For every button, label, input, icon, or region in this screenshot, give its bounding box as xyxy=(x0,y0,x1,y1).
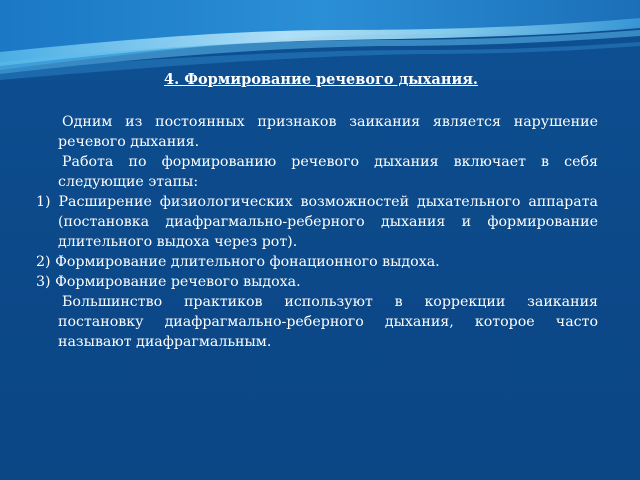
list-item: 2) Формирование длительного фонационного выдоха. xyxy=(36,254,440,270)
wave-header-decoration xyxy=(0,0,640,80)
slide-title: 4. Формирование речевого дыхания. xyxy=(164,71,478,88)
paragraph-intro: Одним из постоянных признаков заикания является нарушение речевого дыхания. xyxy=(58,114,598,150)
list-item: 1) Расширение физиологических возможностей дыхательного аппарата (постановка диафрагмально-реберного дыхания и формирование длительного выдоха через рот). xyxy=(36,194,598,250)
paragraph-stages: Работа по формированию речевого дыхания включает в себя следующие этапы: xyxy=(58,154,598,190)
paragraph-closing: Большинство практиков используют в коррекции заикания постановку диафрагмально-реберного дыхания, которое часто называют диафрагмальным. xyxy=(58,294,598,350)
list-item: 3) Формирование речевого выдоха. xyxy=(36,274,301,290)
slide-content xyxy=(36,70,598,352)
